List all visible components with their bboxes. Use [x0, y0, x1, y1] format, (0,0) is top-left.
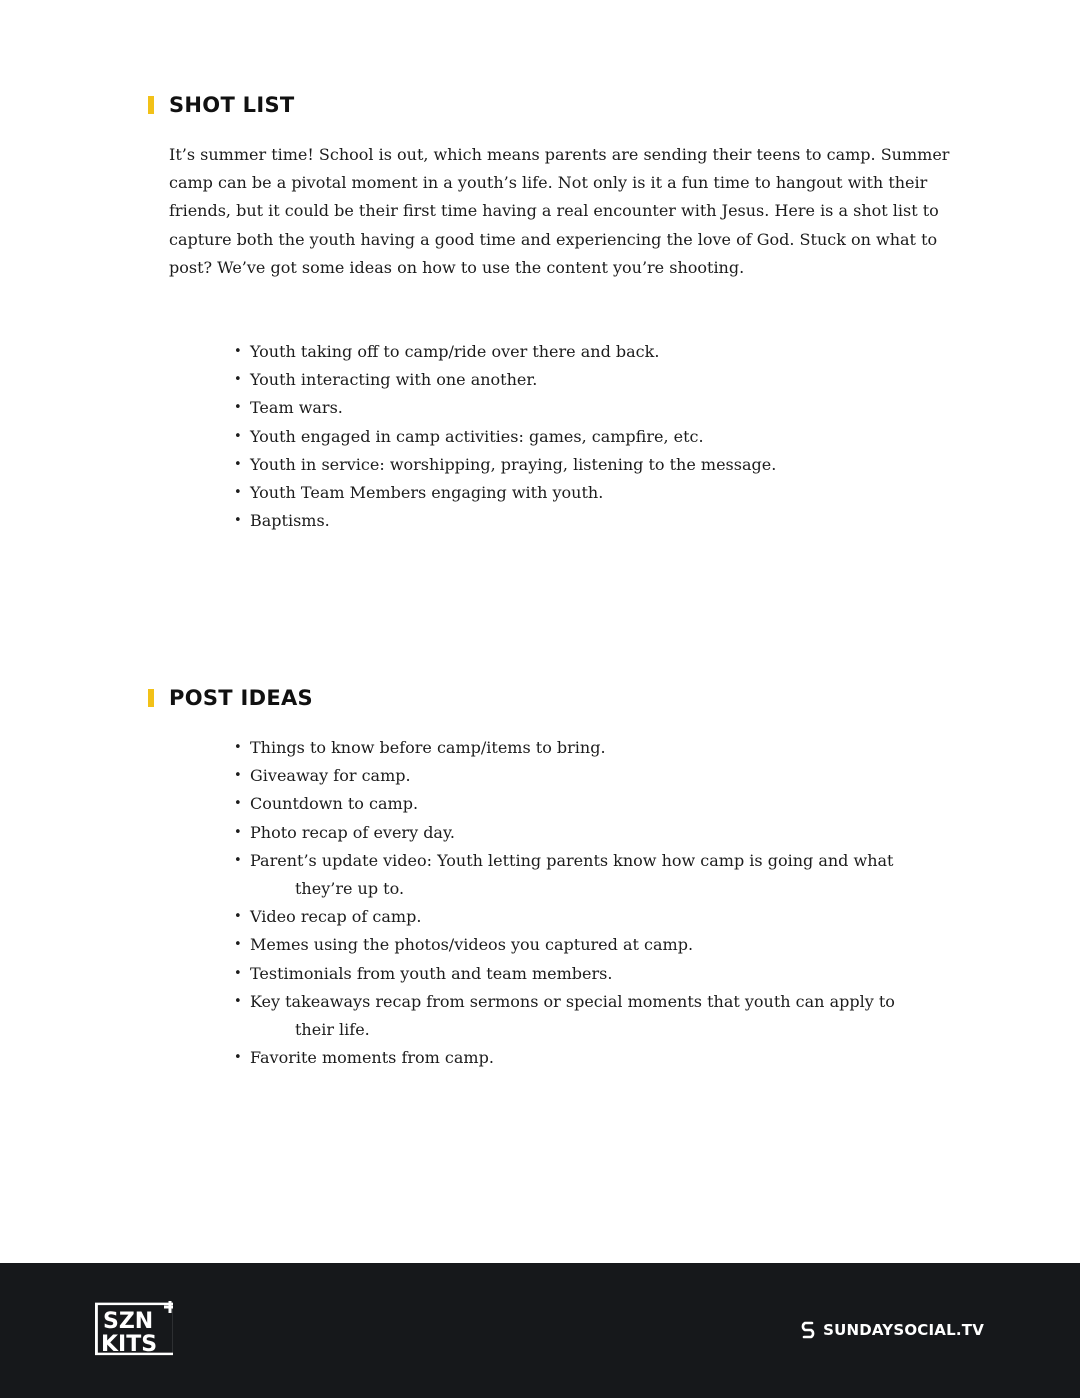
list-item-text: Team wars. [250, 398, 343, 418]
bullet-icon: • [234, 796, 242, 812]
post-ideas-title: POST IDEAS [169, 686, 313, 710]
heading-accent-bar [148, 96, 154, 114]
bullet-icon: • [234, 937, 242, 953]
bullet-icon: • [234, 344, 242, 359]
list-item [232, 507, 992, 535]
bullet-icon: • [234, 824, 242, 840]
list-item-text: Things to know before camp/items to bring. [250, 738, 606, 757]
bullet-icon: • [234, 740, 242, 755]
list-item [232, 1044, 992, 1072]
post-ideas-items [232, 734, 992, 1072]
list-item-text: Key takeaways recap from sermons or special moments that youth can apply to [250, 991, 895, 1011]
bullet-icon: • [234, 993, 242, 1009]
list-item-text: Countdown to camp. [250, 794, 419, 814]
list-item [232, 394, 992, 422]
list-item [232, 734, 992, 762]
list-item-text: Baptisms. [250, 511, 330, 531]
bullet-icon: • [234, 513, 242, 529]
shot-list-intro: It’s summer time! School is out, which means parents are sending their teens to camp. Summer camp can be a pivotal moment in a youth’s life. Not only is it a fun time to hangout with their friends, but it could be their first time having a real encounter with Jesus. Here is a shot list to capture both the youth having a good time and experiencing the love of God. Stuck on what to post? We’ve got some ideas on how to use the content you’re shooting. [169, 145, 950, 277]
list-item [232, 479, 992, 507]
list-item [232, 988, 992, 1044]
list-item-text: Testimonials from youth and team members. [250, 963, 613, 983]
sundaysocial-text: SUNDAYSOCIAL.TV [823, 1321, 984, 1339]
list-item-text: Photo recap of every day. [250, 822, 455, 842]
list-item-text: Giveaway for camp. [250, 766, 411, 786]
list-item [232, 819, 992, 847]
list-item-text: Youth Team Members engaging with youth. [250, 483, 604, 503]
shot-list-heading [148, 93, 295, 117]
post-ideas-heading [148, 686, 313, 710]
sundaysocial-s-icon [797, 1319, 819, 1341]
list-item-text: Memes using the photos/videos you captured at camp. [250, 935, 694, 955]
list-item [232, 366, 992, 394]
list-item-text: Youth taking off to camp/ride over there and back. [250, 342, 660, 361]
bullet-icon: • [234, 372, 242, 388]
list-item-text: Video recap of camp. [250, 907, 422, 927]
list-item-text: Youth in service: worshipping, praying, listening to the message. [250, 454, 777, 474]
bullet-icon: • [234, 965, 242, 981]
shot-list-items [232, 338, 992, 535]
szn-logo-text: SZN [103, 1309, 154, 1334]
list-item-continuation: their life. [295, 1020, 370, 1040]
bullet-icon: • [234, 428, 242, 444]
list-item [232, 451, 992, 479]
list-item [232, 338, 992, 366]
bullet-icon: • [234, 456, 242, 472]
list-item [232, 423, 992, 451]
bullet-icon: • [234, 485, 242, 501]
list-item-text: Youth engaged in camp activities: games, campfire, etc. [250, 426, 704, 446]
list-item [232, 762, 992, 790]
shot-list-title: SHOT LIST [169, 93, 295, 117]
footer [0, 1263, 1080, 1398]
bullet-icon: • [234, 909, 242, 925]
bullet-icon: • [234, 852, 242, 868]
bullet-icon: • [234, 768, 242, 784]
szn-kits-logo [95, 1301, 173, 1357]
list-item [232, 903, 992, 931]
list-item-text: Favorite moments from camp. [250, 1048, 494, 1068]
list-item-continuation: they’re up to. [295, 879, 405, 899]
sundaysocial-logo [797, 1319, 984, 1341]
list-item [232, 931, 992, 959]
kits-logo-text: KITS [101, 1332, 158, 1357]
bullet-icon: • [234, 1050, 242, 1066]
heading-accent-bar [148, 689, 154, 707]
list-item [232, 847, 992, 903]
bullet-icon: • [234, 400, 242, 416]
list-item [232, 790, 992, 818]
list-item-text: Youth interacting with one another. [250, 370, 538, 390]
list-item [232, 960, 992, 988]
list-item-text: Parent’s update video: Youth letting parents know how camp is going and what [250, 850, 894, 870]
